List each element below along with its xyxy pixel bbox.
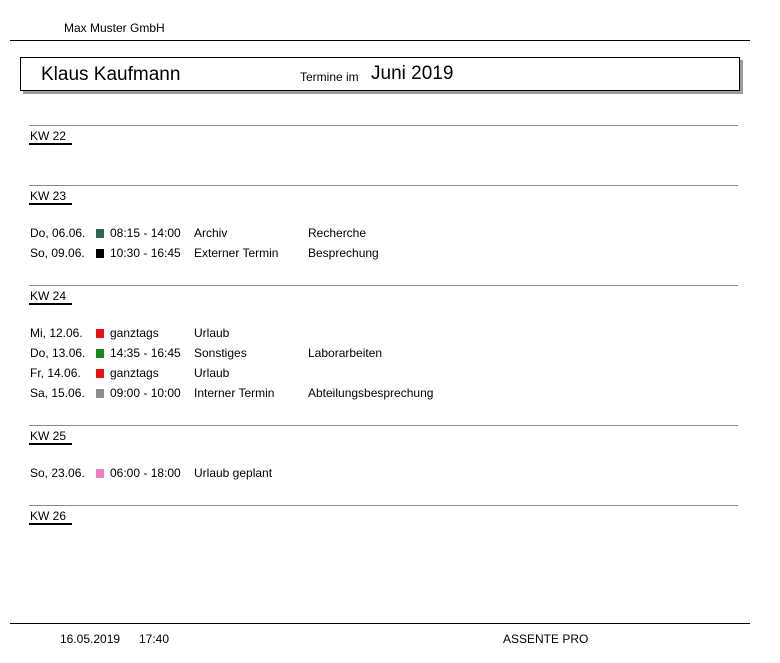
week-divider (29, 425, 738, 426)
week-label: KW 22 (30, 129, 67, 143)
category-color-swatch (96, 349, 104, 358)
print-date: 16.05.2019 (60, 632, 121, 646)
appointment-date: So, 23.06. (30, 466, 85, 480)
appointment-time: ganztags (110, 366, 159, 380)
appointment-time: 10:30 - 16:45 (110, 246, 181, 260)
week-divider (29, 285, 738, 286)
week-label: KW 23 (30, 189, 67, 203)
appointment-date: Fr, 14.06. (30, 366, 81, 380)
week-label: KW 25 (30, 429, 67, 443)
appointment-date: Sa, 15.06. (30, 386, 85, 400)
appointment-time: 09:00 - 10:00 (110, 386, 181, 400)
brand-name: ASSENTE PRO (503, 632, 589, 646)
appointment-row (30, 223, 730, 243)
category-color-swatch (96, 369, 104, 378)
title-box (20, 57, 740, 91)
appointment-category: Urlaub (194, 326, 230, 340)
person-name: Klaus Kaufmann (41, 64, 181, 85)
appointment-category: Urlaub (194, 366, 230, 380)
appointment-row (30, 363, 730, 383)
category-color-swatch (96, 249, 104, 258)
category-color-swatch (96, 469, 104, 478)
appointment-category: Interner Termin (194, 386, 275, 400)
appointment-row (30, 243, 730, 263)
category-color-swatch (96, 389, 104, 398)
print-time: 17:40 (139, 632, 170, 646)
week-label-underline (29, 443, 72, 445)
footer-divider (10, 623, 750, 624)
company-name: Max Muster GmbH (64, 21, 165, 35)
category-color-swatch (96, 229, 104, 238)
appointment-date: Do, 13.06. (30, 346, 86, 360)
header-divider (10, 40, 750, 41)
appointment-subject: Besprechung (308, 246, 379, 260)
appointment-category: Externer Termin (194, 246, 279, 260)
appointment-subject: Laborarbeiten (308, 346, 383, 360)
week-divider (29, 185, 738, 186)
appointment-subject: Recherche (308, 226, 367, 240)
appointment-date: So, 09.06. (30, 246, 85, 260)
week-label: KW 24 (30, 289, 67, 303)
appointment-time: 06:00 - 18:00 (110, 466, 181, 480)
appointment-date: Mi, 12.06. (30, 326, 83, 340)
appointment-subject: Abteilungsbesprechung (308, 386, 434, 400)
month-title: Juni 2019 (371, 63, 454, 84)
appointment-row (30, 323, 730, 343)
appointment-date: Do, 06.06. (30, 226, 86, 240)
appointment-time: 14:35 - 16:45 (110, 346, 181, 360)
appointment-time: ganztags (110, 326, 159, 340)
week-label-underline (29, 303, 72, 305)
termine-label: Termine im (300, 70, 359, 84)
appointment-time: 08:15 - 14:00 (110, 226, 181, 240)
category-color-swatch (96, 329, 104, 338)
appointment-category: Archiv (194, 226, 228, 240)
week-divider (29, 505, 738, 506)
week-label: KW 26 (30, 509, 67, 523)
appointment-row (30, 463, 730, 483)
week-divider (29, 125, 738, 126)
week-label-underline (29, 203, 72, 205)
week-label-underline (29, 523, 72, 525)
appointment-row (30, 383, 730, 403)
appointment-category: Sonstiges (194, 346, 247, 360)
week-label-underline (29, 143, 72, 145)
appointment-row (30, 343, 730, 363)
appointment-category: Urlaub geplant (194, 466, 273, 480)
